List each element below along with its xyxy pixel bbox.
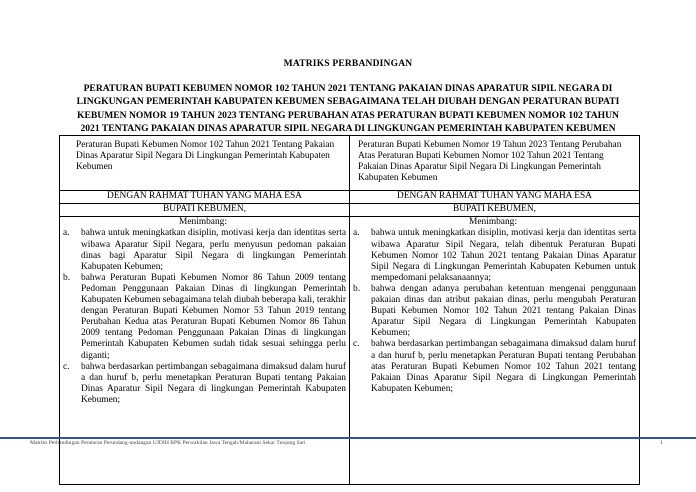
right-menimbang-cell	[350, 217, 640, 485]
page-number: 1	[660, 440, 663, 446]
right-rahmat: DENGAN RAHMAT TUHAN YANG MAHA ESA	[350, 191, 640, 204]
document-subtitle	[62, 82, 634, 135]
consideration-item	[350, 339, 636, 394]
consideration-item	[350, 228, 636, 283]
item-marker: c.	[353, 339, 360, 350]
left-rahmat: DENGAN RAHMAT TUHAN YANG MAHA ESA	[60, 191, 350, 204]
item-marker: a.	[353, 228, 360, 239]
left-menimbang-label: Menimbang:	[179, 217, 227, 228]
right-header-cell	[350, 136, 640, 191]
left-header-cell	[60, 136, 350, 191]
left-regulation-title: Peraturan Bupati Kebumen Nomor 102 Tahun 2021 Tentang Pakaian Dinas Aparatur Sipil Negara Di Lingkungan Pemerintah Kabupaten Kebumen	[76, 140, 335, 173]
comparison-table	[59, 135, 640, 485]
item-text: bahwa dengan adanya perubahan ketentuan mengenai penggunaan pakaian dinas dan atribut pakaian dinas, perlu mengubah Peraturan Bupati Kebumen Nomor 102 Tahun 2021 tentang Pakaian Dinas Aparatur Sipil Negara di Lingkungan Pemerintah Kabupaten Kebumen;	[371, 283, 636, 339]
left-considerations	[60, 228, 346, 406]
item-text: bahwa untuk meningkatkan disiplin, motivasi kerja dan identitas serta wibawa Aparatur Sipil Negara, telah dibentuk Peraturan Bupati Kebumen Nomor 102 Tahun 2021 tentang Pakaian Dinas Aparatur Sipil Negara di Lingkungan Pemerintah Kabupaten Kebumen untuk mempedomani pelaksanaannya;	[371, 228, 636, 283]
item-text: bahwa berdasarkan pertimbangan sebagaimana dimaksud dalam huruf a dan huruf b, perlu menetapkan Peraturan Bupati tentang Perubahan atas Peraturan Bupati Kebumen Nomor 102 Tahun 2021 tentang Pakaian Dinas Aparatur Sipil Negara di Lingkungan Pemerintah Kabupaten Kebumen;	[371, 339, 636, 394]
right-menimbang-label: Menimbang:	[469, 217, 517, 228]
item-text: bahwa berdasarkan pertimbangan sebagaimana dimaksud dalam huruf a dan huruf b, perlu menetapkan Peraturan Bupati tentang Pakaian Dinas Aparatur Sipil Negara di lingkungan Pemerintah Kabupaten Kebumen;	[81, 361, 346, 405]
left-bupati: BUPATI KEBUMEN,	[60, 204, 350, 217]
item-marker: c.	[63, 361, 70, 372]
document-title: MATRIKS PERBANDINGAN	[283, 59, 413, 69]
subtitle-line: 2021 TENTANG PAKAIAN DINAS APARATUR SIPIL NEGARA DI LINGKUNGAN PEMERINTAH KABUPATEN KEBUMEN	[80, 122, 616, 134]
consideration-item	[60, 273, 346, 362]
subtitle-line: KEBUMEN NOMOR 19 TAHUN 2023 TENTANG PERUBAHAN ATAS PERATURAN BUPATI KEBUMEN NOMOR 102 TAHUN	[77, 109, 619, 121]
right-considerations	[350, 228, 636, 394]
consideration-item	[350, 284, 636, 339]
item-marker: b.	[63, 272, 71, 283]
item-marker: b.	[353, 283, 361, 294]
bupati-row	[60, 204, 640, 217]
right-bupati: BUPATI KEBUMEN,	[350, 204, 640, 217]
consideration-item	[60, 228, 346, 272]
item-text: bahwa untuk meningkatkan disiplin, motivasi kerja dan identitas serta wibawa Aparatur Sipil Negara, perlu menyusun pedoman pakaian dinas bagi Aparatur Sipil Negara di lingkungan Pemerintah Kabupaten Kebumen;	[81, 228, 346, 272]
subtitle-line: PERATURAN BUPATI KEBUMEN NOMOR 102 TAHUN 2021 TENTANG PAKAIAN DINAS APARATUR SIPIL NEGARA DI	[83, 83, 613, 94]
right-regulation-title: Peraturan Bupati Kebumen Nomor 19 Tahun 2023 Tentang Perubahan Atas Peraturan Bupati Kebumen Nomor 102 Tahun 2021 Tentang Pakaian Dinas Aparatur Sipil Negara Di Lingkungan Pemerintah Kabupaten Kebumen	[358, 140, 622, 184]
item-text: bahwa Peraturan Bupati Kebumen Nomor 86 Tahun 2009 tentang Pedoman Penggunaan Pakaian Dinas di lingkungan Pemerintah Kabupaten Kebumen sebagaimana telah diubah beberapa kali, terakhir dengan Peraturan Bupati Kebumen Nomor 53 Tahun 2019 tentang Perubahan Kedua atas Peraturan Bupati Kebumen Nomor 86 Tahun 2009 tentang Pedoman Penggunaan Pakaian Dinas di lingkungan Pemerintah Kabupaten Kebumen sudah tidak sesuai sehingga perlu diganti;	[81, 272, 346, 361]
footer-divider	[0, 437, 696, 439]
item-marker: a.	[63, 228, 70, 239]
consideration-item	[60, 362, 346, 406]
subtitle-line: LINGKUNGAN PEMERINTAH KABUPATEN KEBUMEN SEBAGAIMANA TELAH DIUBAH DENGAN PERATURAN BUPATI	[76, 96, 620, 108]
footer-caption: Matriks Perbandingan Peraturan Perundang-undangan UJDIH BPK Perwakilan Jawa Tengah/Maharani Sekar Tunjung Sari	[30, 440, 306, 446]
header-row	[60, 136, 640, 191]
rahmat-row	[60, 191, 640, 204]
